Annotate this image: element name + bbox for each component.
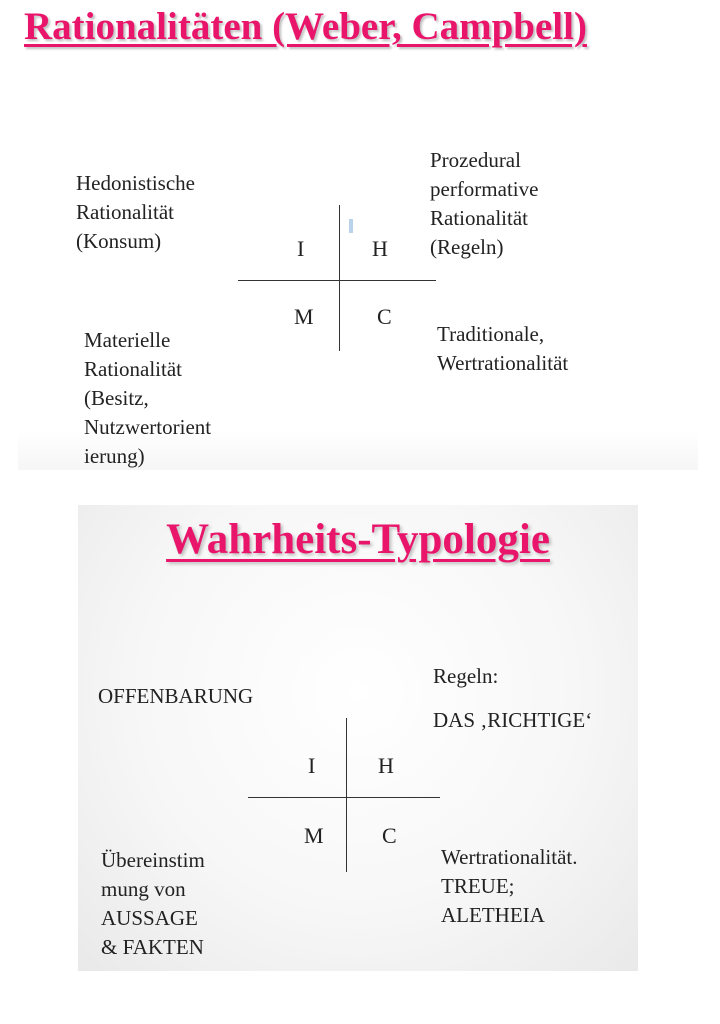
- quadrant-letter-h: H: [372, 236, 388, 261]
- top-left-label: Hedonistische Rationalität (Konsum): [76, 171, 195, 253]
- slide2-title: Wahrheits-Typologie: [166, 516, 550, 563]
- vertical-axis: [339, 205, 340, 351]
- selection-marker: [349, 219, 353, 233]
- top-left-label: OFFENBARUNG: [98, 684, 254, 708]
- top-right-label: Prozedural performative Rationalität (Regeln): [430, 148, 539, 259]
- horizontal-axis: [248, 797, 440, 798]
- bottom-left-label: Materielle Rationalität (Besitz, Nutzwertorient ierung): [84, 328, 212, 468]
- slide-rationalitaeten: [0, 0, 720, 475]
- quadrant-letter-c: C: [377, 304, 392, 329]
- quadrant-letter-i: I: [297, 236, 305, 261]
- vertical-axis: [346, 718, 347, 872]
- bottom-right-label: Wertrationalität. TREUE; ALETHEIA: [441, 845, 578, 927]
- bottom-right-label: Traditionale, Wertrationalität: [437, 322, 569, 375]
- quadrant-letter-i: I: [308, 753, 316, 778]
- slide1-title: Rationalitäten (Weber, Campbell): [24, 5, 587, 48]
- quadrant-letter-h: H: [378, 753, 394, 778]
- quadrant-letter-c: C: [382, 823, 397, 848]
- top-right-text: DAS ‚RICHTIGE‘: [433, 708, 593, 732]
- slide-wahrheits-typologie: [78, 505, 638, 971]
- top-right-heading: Regeln:: [433, 664, 499, 688]
- quadrant-letter-m: M: [304, 823, 324, 848]
- quadrant-letter-m: M: [294, 304, 314, 329]
- horizontal-axis: [238, 280, 436, 281]
- bottom-left-label: Übereinstim mung von AUSSAGE & FAKTEN: [101, 848, 205, 959]
